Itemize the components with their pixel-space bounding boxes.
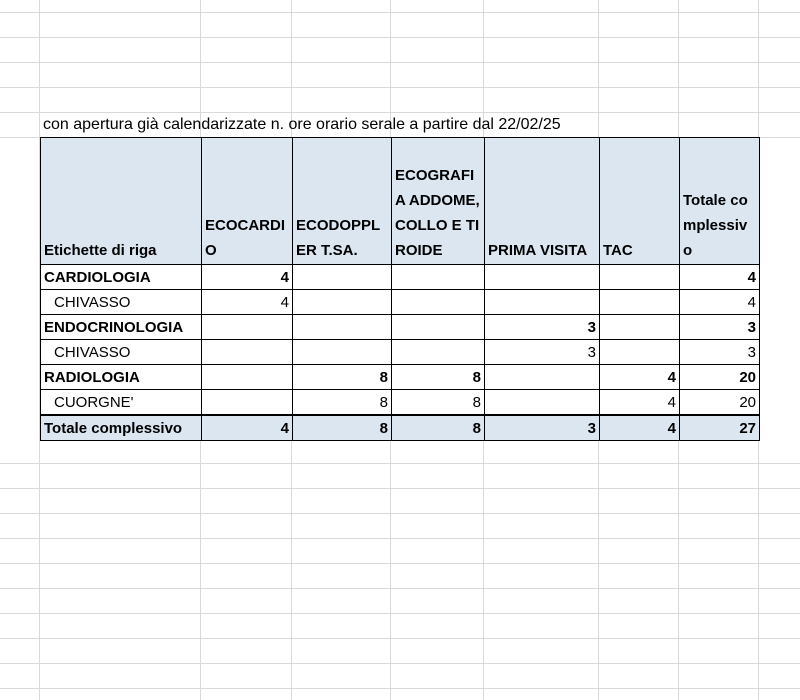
cell-ecocardio[interactable] bbox=[202, 365, 293, 390]
header-tac[interactable]: TAC bbox=[600, 138, 680, 265]
total-ecodoppler[interactable]: 8 bbox=[293, 415, 392, 441]
cell-ecodoppler[interactable] bbox=[293, 315, 392, 340]
row-label[interactable]: ENDOCRINOLOGIA bbox=[41, 315, 202, 340]
row-label[interactable]: CUORGNE' bbox=[41, 390, 202, 416]
cell-ecografia[interactable]: 8 bbox=[392, 365, 485, 390]
cell-ecografia[interactable] bbox=[392, 265, 485, 290]
header-row-label[interactable]: Etichette di riga bbox=[41, 138, 202, 265]
cell-ecodoppler[interactable]: 8 bbox=[293, 390, 392, 416]
cell-ecografia[interactable] bbox=[392, 340, 485, 365]
cell-ecografia[interactable]: 8 bbox=[392, 390, 485, 416]
cell-tac[interactable] bbox=[600, 315, 680, 340]
table-row bbox=[41, 315, 760, 340]
cell-ecocardio[interactable]: 4 bbox=[202, 290, 293, 315]
cell-ecocardio[interactable]: 4 bbox=[202, 265, 293, 290]
cell-ecodoppler[interactable] bbox=[293, 290, 392, 315]
grand-total-label[interactable]: Totale complessivo bbox=[41, 415, 202, 441]
cell-totale[interactable]: 20 bbox=[680, 390, 760, 416]
cell-totale[interactable]: 3 bbox=[680, 340, 760, 365]
header-ecocardio[interactable]: ECOCARDIO bbox=[202, 138, 293, 265]
total-prima-visita[interactable]: 3 bbox=[485, 415, 600, 441]
total-totale[interactable]: 27 bbox=[680, 415, 760, 441]
cell-ecodoppler[interactable] bbox=[293, 265, 392, 290]
cell-prima-visita[interactable] bbox=[485, 390, 600, 416]
cell-tac[interactable]: 4 bbox=[600, 390, 680, 416]
grand-total-row bbox=[41, 415, 760, 441]
total-ecografia[interactable]: 8 bbox=[392, 415, 485, 441]
cell-prima-visita[interactable]: 3 bbox=[485, 340, 600, 365]
cell-ecocardio[interactable] bbox=[202, 340, 293, 365]
row-label[interactable]: RADIOLOGIA bbox=[41, 365, 202, 390]
cell-prima-visita[interactable] bbox=[485, 290, 600, 315]
table-row bbox=[41, 340, 760, 365]
cell-ecocardio[interactable] bbox=[202, 315, 293, 340]
table-row bbox=[41, 265, 760, 290]
row-label[interactable]: CHIVASSO bbox=[41, 290, 202, 315]
cell-totale[interactable]: 20 bbox=[680, 365, 760, 390]
cell-totale[interactable]: 4 bbox=[680, 265, 760, 290]
cell-ecografia[interactable] bbox=[392, 290, 485, 315]
cell-tac[interactable] bbox=[600, 290, 680, 315]
header-totale[interactable]: Totale complessivo bbox=[680, 138, 760, 265]
table-row bbox=[41, 390, 760, 416]
header-ecografia[interactable]: ECOGRAFIA ADDOME, COLLO E TIROIDE bbox=[392, 138, 485, 265]
cell-ecografia[interactable] bbox=[392, 315, 485, 340]
cell-prima-visita[interactable]: 3 bbox=[485, 315, 600, 340]
table-row bbox=[41, 365, 760, 390]
table-row bbox=[41, 290, 760, 315]
cell-tac[interactable]: 4 bbox=[600, 365, 680, 390]
total-tac[interactable]: 4 bbox=[600, 415, 680, 441]
cell-totale[interactable]: 3 bbox=[680, 315, 760, 340]
pivot-header-row bbox=[41, 138, 760, 265]
pivot-table bbox=[40, 137, 760, 441]
cell-ecodoppler[interactable]: 8 bbox=[293, 365, 392, 390]
row-label[interactable]: CARDIOLOGIA bbox=[41, 265, 202, 290]
cell-totale[interactable]: 4 bbox=[680, 290, 760, 315]
header-ecodoppler[interactable]: ECODOPPLER T.SA. bbox=[293, 138, 392, 265]
cell-prima-visita[interactable] bbox=[485, 365, 600, 390]
cell-ecodoppler[interactable] bbox=[293, 340, 392, 365]
cell-tac[interactable] bbox=[600, 265, 680, 290]
header-prima-visita[interactable]: PRIMA VISITA bbox=[485, 138, 600, 265]
cell-ecocardio[interactable] bbox=[202, 390, 293, 416]
total-ecocardio[interactable]: 4 bbox=[202, 415, 293, 441]
row-label[interactable]: CHIVASSO bbox=[41, 340, 202, 365]
cell-tac[interactable] bbox=[600, 340, 680, 365]
cell-prima-visita[interactable] bbox=[485, 265, 600, 290]
sheet-caption[interactable]: con apertura già calendarizzate n. ore orario serale a partire dal 22/02/25 bbox=[43, 116, 561, 133]
